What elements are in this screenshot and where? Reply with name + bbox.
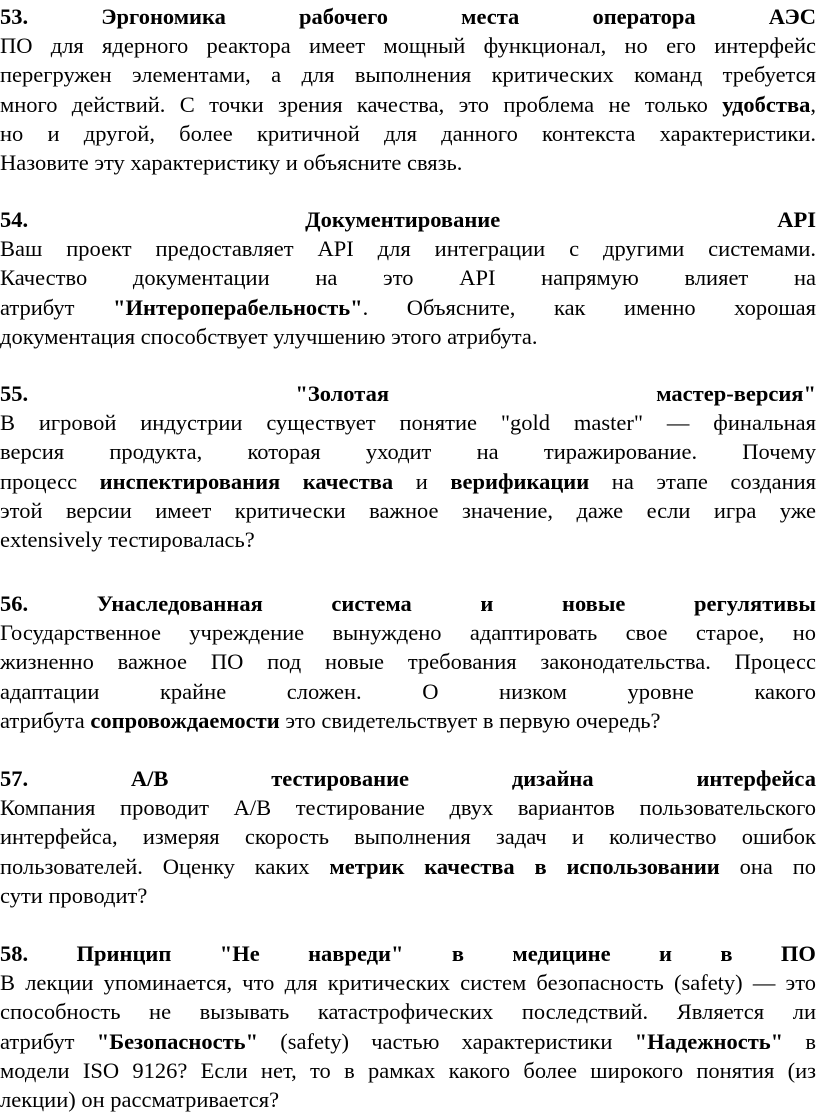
bold-term: сопровождаемости: [90, 707, 280, 733]
text-run: интерфейса, измеряя скорость выполнения задач и количество ошибок: [0, 824, 816, 850]
title-word: A/B: [130, 766, 169, 791]
text-line: [0, 234, 816, 263]
title-word: система: [331, 591, 412, 616]
text-line: [0, 60, 816, 89]
text-run: много действий. С точки зрения качества, это проблема не только: [0, 91, 723, 117]
bold-term: удобства: [722, 91, 811, 117]
text-run: В игровой индустрии существует понятие "gold master" — финальная: [0, 410, 816, 436]
title-word: оператора: [592, 4, 696, 29]
text-line: [0, 1027, 816, 1056]
text-run: и: [393, 468, 451, 494]
bold-term: "Надежность": [634, 1028, 784, 1054]
title-word: рабочего: [299, 4, 389, 29]
question-57: [0, 764, 816, 910]
question-58: [0, 939, 816, 1114]
title-word: медицине: [512, 941, 611, 966]
title-word: 57.: [0, 766, 29, 791]
title-word: "Золотая: [295, 381, 390, 406]
text-run: лекции) он рассматривается?: [0, 1086, 280, 1112]
title-word: 55.: [0, 381, 29, 406]
text-line: [0, 997, 816, 1026]
text-run: этой версии имеет критически важное значение, даже если игра уже: [0, 497, 816, 523]
text-run: атрибута: [0, 707, 91, 733]
title-word: Документирование: [305, 207, 501, 232]
question-55: [0, 379, 816, 554]
question-title: [0, 589, 816, 618]
title-word: тестирование: [271, 766, 410, 791]
question-title: [0, 379, 816, 408]
text-run: . Объясните, как именно хорошая: [362, 294, 816, 320]
text-line: [0, 677, 816, 706]
title-word: Принцип: [76, 941, 172, 966]
title-word: "Не: [219, 941, 260, 966]
text-line: [0, 1056, 816, 1085]
title-word: дизайна: [511, 766, 594, 791]
title-word: и: [659, 941, 672, 966]
text-run: ПО для ядерного реактора имеет мощный функционал, но его интерфейс: [0, 33, 816, 59]
question-title: [0, 2, 816, 31]
title-word: места: [461, 4, 520, 29]
text-run: В лекции упоминается, что для критических систем безопасность (safety) — это: [0, 970, 816, 996]
text-run: но и другой, более критичной для данного контекста характеристики.: [0, 120, 816, 146]
title-word: и: [480, 591, 494, 616]
question-title: [0, 764, 816, 793]
title-word: 53.: [0, 4, 29, 29]
title-word: новые: [562, 591, 626, 616]
title-word: 56.: [0, 591, 29, 616]
text-run: она по: [719, 853, 816, 879]
text-line: [0, 525, 816, 554]
question-title: [0, 939, 816, 968]
text-line: [0, 1085, 816, 1114]
text-line: [0, 968, 816, 997]
title-word: в: [451, 941, 465, 966]
text-run: документация способствует улучшению этого атрибута.: [0, 323, 538, 349]
text-run: версия продукта, которая уходит на тиражирование. Почему: [0, 439, 816, 465]
title-word: регулятивы: [694, 591, 816, 616]
text-run: модели ISO 9126? Если нет, то в рамках какого более широкого понятия (из: [0, 1057, 816, 1083]
text-line: [0, 881, 816, 910]
text-line: [0, 119, 816, 148]
title-word: 58.: [0, 941, 29, 966]
question-body: [0, 234, 816, 351]
bold-term: метрик качества в использовании: [329, 853, 720, 879]
text-run: Государственное учреждение вынуждено адаптировать свое старое, но: [0, 620, 816, 646]
text-line: [0, 408, 816, 437]
text-line: [0, 852, 816, 881]
text-line: [0, 148, 816, 177]
title-word: в: [720, 941, 733, 966]
question-title: [0, 205, 816, 234]
text-run: сути проводит?: [0, 882, 148, 908]
question-body: [0, 31, 816, 177]
text-run: пользователей. Оценку каких: [0, 853, 330, 879]
text-run: атрибут: [0, 1028, 97, 1054]
text-run: Качество документации на это API напрямую влияет на: [0, 265, 816, 291]
text-line: [0, 31, 816, 60]
question-body: [0, 793, 816, 910]
title-word: мастер-версия": [656, 381, 816, 406]
text-run: жизненно важное ПО под новые требования законодательства. Процесс: [0, 649, 816, 675]
question-body: [0, 408, 816, 554]
text-run: адаптации крайне сложен. О низком уровне какого: [0, 678, 816, 704]
text-line: [0, 437, 816, 466]
text-run: (safety) частью характеристики: [258, 1028, 635, 1054]
bold-term: инспектирования качества: [99, 468, 394, 494]
text-run: Ваш проект предоставляет API для интеграции с другими системами.: [0, 236, 816, 262]
text-line: [0, 793, 816, 822]
title-word: навреди": [308, 941, 404, 966]
text-run: это свидетельствует в первую очередь?: [279, 707, 661, 733]
text-line: [0, 618, 816, 647]
question-53: [0, 2, 816, 177]
title-word: API: [777, 207, 816, 232]
text-line: [0, 467, 816, 496]
text-line: [0, 293, 816, 322]
question-body: [0, 618, 816, 735]
text-run: Назовите эту характеристику и объясните связь.: [0, 149, 463, 175]
title-word: Унаследованная: [96, 591, 263, 616]
bold-term: "Интероперабельность": [113, 294, 363, 320]
title-word: интерфейса: [696, 766, 816, 791]
title-word: АЭС: [768, 4, 816, 29]
text-line: [0, 263, 816, 292]
title-word: 54.: [0, 207, 29, 232]
text-line: [0, 706, 816, 735]
text-line: [0, 647, 816, 676]
title-word: ПО: [780, 941, 816, 966]
text-run: процесс: [0, 468, 100, 494]
text-run: способность не вызывать катастрофических последствий. Является ли: [0, 999, 816, 1025]
text-run: перегружен элементами, а для выполнения критических команд требуется: [0, 62, 816, 88]
text-line: [0, 822, 816, 851]
text-run: extensively тестировалась?: [0, 526, 255, 552]
bold-term: верификации: [450, 468, 590, 494]
question-body: [0, 968, 816, 1114]
bold-term: "Безопасность": [96, 1028, 259, 1054]
text-line: [0, 90, 816, 119]
text-run: атрибут: [0, 294, 114, 320]
question-54: [0, 205, 816, 351]
text-run: ,: [810, 91, 816, 117]
title-word: Эргономика: [101, 4, 226, 29]
text-line: [0, 322, 816, 351]
text-run: на этапе создания: [589, 468, 816, 494]
text-run: Компания проводит A/B тестирование двух вариантов пользовательского: [0, 795, 816, 821]
question-56: [0, 589, 816, 735]
text-run: в: [783, 1028, 816, 1054]
text-line: [0, 496, 816, 525]
